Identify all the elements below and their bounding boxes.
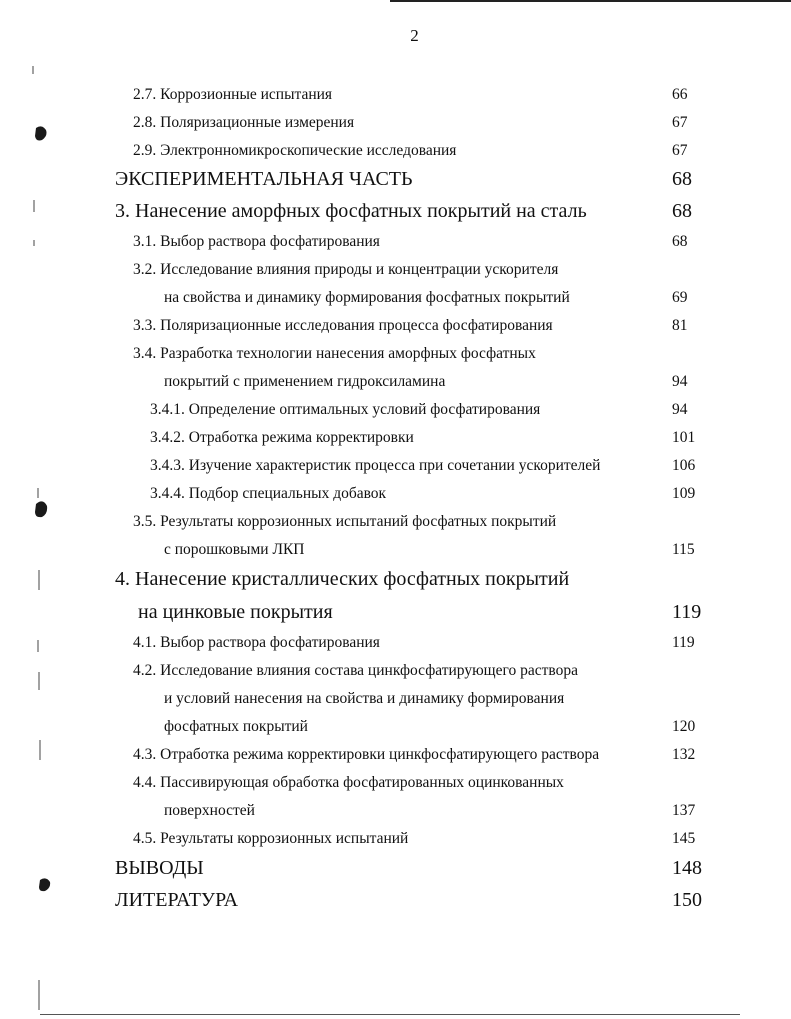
toc-entry-page: 145 xyxy=(672,830,696,847)
toc-subentry-title: 3.4.1. Определение оптимальных условий фосфатирования xyxy=(150,401,541,418)
toc-chapter xyxy=(0,200,791,226)
toc-subentry-title: 3.4.2. Отработка режима корректировки xyxy=(150,429,414,446)
toc-section-title: ЭКСПЕРИМЕНТАЛЬНАЯ ЧАСТЬ xyxy=(115,168,413,190)
toc-entry-page: 81 xyxy=(672,317,688,334)
toc-entry xyxy=(0,86,791,112)
toc-entry-title: с порошковыми ЛКП xyxy=(164,541,305,558)
toc-entry-title: фосфатных покрытий xyxy=(164,718,308,735)
toc-entry-continuation xyxy=(0,690,791,716)
toc-entry-continuation xyxy=(0,802,791,828)
toc-entry-page: 137 xyxy=(672,802,696,819)
toc-entry-title: 3.3. Поляризационные исследования процесса фосфатирования xyxy=(133,317,553,334)
toc-chapter-title: 4. Нанесение кристаллических фосфатных покрытий xyxy=(115,568,570,590)
toc-entry-title: 2.8. Поляризационные измерения xyxy=(133,114,355,131)
toc-entry-page: 67 xyxy=(672,142,688,159)
toc-subentry-page: 101 xyxy=(672,429,696,446)
toc-subentry xyxy=(0,429,791,455)
toc-entry-title: 3.2. Исследование влияния природы и концентрации ускорителя xyxy=(133,261,559,278)
toc-entry xyxy=(0,634,791,660)
toc-entry-title: 3.5. Результаты коррозионных испытаний фосфатных покрытий xyxy=(133,513,557,530)
toc-chapter-page: 119 xyxy=(672,601,702,623)
toc-entry xyxy=(0,774,791,800)
toc-entry-title: 3.1. Выбор раствора фосфатирования xyxy=(133,233,380,250)
toc-section-title: ВЫВОДЫ xyxy=(115,857,204,879)
toc-entry xyxy=(0,233,791,259)
toc-section xyxy=(0,857,791,883)
toc-entry-page: 132 xyxy=(672,746,696,763)
toc-subentry-page: 106 xyxy=(672,457,696,474)
toc-chapter xyxy=(0,568,791,594)
toc-section-title: ЛИТЕРАТУРА xyxy=(115,889,239,911)
toc-entry xyxy=(0,317,791,343)
toc-entry-title: 3.4. Разработка технологии нанесения аморфных фосфатных xyxy=(133,345,536,362)
toc-entry xyxy=(0,746,791,772)
toc-entry-page: 68 xyxy=(672,233,688,250)
toc-entry-page: 69 xyxy=(672,289,688,306)
page-number: 2 xyxy=(410,26,419,45)
toc-entry-title: и условий нанесения на свойства и динамику формирования xyxy=(164,690,565,707)
toc-entry-page: 120 xyxy=(672,718,696,735)
toc-entry-title: 2.7. Коррозионные испытания xyxy=(133,86,333,103)
scan-edge-top xyxy=(390,0,791,2)
toc-subentry xyxy=(0,401,791,427)
toc-entry xyxy=(0,114,791,140)
toc-subentry xyxy=(0,457,791,483)
toc-entry-page: 94 xyxy=(672,373,688,390)
toc-entry xyxy=(0,830,791,856)
toc-subentry xyxy=(0,485,791,511)
toc-chapter-title: 3. Нанесение аморфных фосфатных покрытий на сталь xyxy=(115,200,587,222)
toc-entry-page: 66 xyxy=(672,86,688,103)
toc-entry-page: 67 xyxy=(672,114,688,131)
toc-section xyxy=(0,168,791,194)
toc-entry-title: 4.2. Исследование влияния состава цинкфосфатирующего раствора xyxy=(133,662,578,679)
toc-entry xyxy=(0,662,791,688)
toc-entry-title: 4.4. Пассивирующая обработка фосфатированных оцинкованных xyxy=(133,774,564,791)
toc-entry xyxy=(0,345,791,371)
toc-entry-title: 4.1. Выбор раствора фосфатирования xyxy=(133,634,380,651)
toc-entry xyxy=(0,513,791,539)
toc-subentry-page: 109 xyxy=(672,485,696,502)
toc-entry-continuation xyxy=(0,373,791,399)
toc-entry-continuation xyxy=(0,541,791,567)
toc-entry-page: 115 xyxy=(672,541,695,558)
scan-edge-bottom xyxy=(40,1014,740,1015)
toc-entry-title: поверхностей xyxy=(164,802,255,819)
toc-entry-continuation xyxy=(0,289,791,315)
toc-subentry-page: 94 xyxy=(672,401,688,418)
toc-entry xyxy=(0,261,791,287)
toc-section-page: 150 xyxy=(672,889,702,911)
toc-chapter-continuation xyxy=(0,601,791,627)
toc-subentry-title: 3.4.3. Изучение характеристик процесса при сочетании ускорителей xyxy=(150,457,601,474)
toc-section xyxy=(0,889,791,915)
toc-entry-title: на свойства и динамику формирования фосфатных покрытий xyxy=(164,289,570,306)
toc-entry-title: 4.5. Результаты коррозионных испытаний xyxy=(133,830,409,847)
toc-chapter-title: на цинковые покрытия xyxy=(138,601,333,623)
toc-entry-title: 2.9. Электронномикроскопические исследования xyxy=(133,142,457,159)
toc-entry-title: покрытий с применением гидроксиламина xyxy=(164,373,446,390)
toc-subentry-title: 3.4.4. Подбор специальных добавок xyxy=(150,485,387,502)
toc-chapter-page: 68 xyxy=(672,200,692,222)
toc-entry-continuation xyxy=(0,718,791,744)
toc-section-page: 68 xyxy=(672,168,692,190)
toc-section-page: 148 xyxy=(672,857,702,879)
toc-entry-page: 119 xyxy=(672,634,695,651)
toc-entry xyxy=(0,142,791,168)
toc-entry-title: 4.3. Отработка режима корректировки цинкфосфатирующего раствора xyxy=(133,746,600,763)
